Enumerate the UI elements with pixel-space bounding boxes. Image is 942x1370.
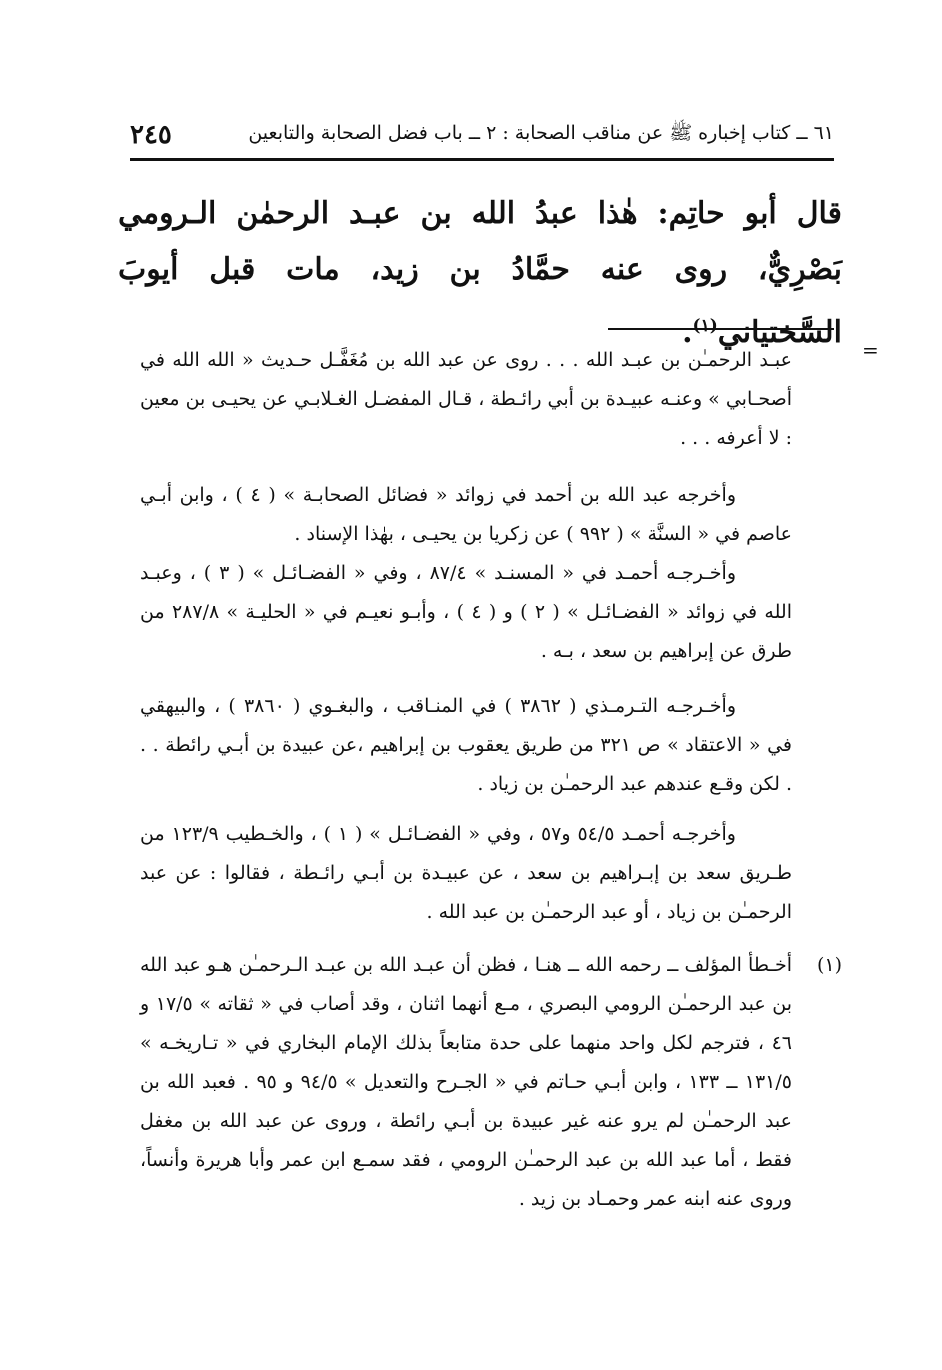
running-header-title: ٦١ ــ كتاب إخباره ﷺ عن مناقب الصحابة : ٢ ــ باب فضل الصحابة والتابعين	[248, 122, 834, 144]
footnote-paragraph: وأخـرجـه أحمـد في « المسنـد » ٨٧/٤ ، وفي « الفضـائـل » ( ٣ ) ، وعبـد الله في زوائد « الفضـائـل » ( ٢ ) و ( ٤ ) ، وأبـو نعيـم في « الحليـة » ٢٨٧/٨ من طرق عن إبراهيم بن سعد ، بـه .	[140, 562, 792, 662]
footnote-paragraph: عبـد الرحمـٰن بن عبـد الله . . . روى عن عبد الله بن مُغَفَّـل حـديث « الله الله في أصحـابي » وعنـه عبيـدة بن أبي رائـطة ، قـال المفضـل الغـلابـي عن يحيـى بن معين : لا أعرفه . . .	[140, 349, 792, 449]
footnote-reference: (١)	[692, 316, 718, 336]
continuation-mark: =	[862, 338, 879, 362]
footnote-continued-paragraph	[140, 687, 792, 804]
footnote-continued-paragraph	[140, 815, 792, 932]
footnote-1-number: (١)	[816, 954, 842, 976]
footnote-separator	[608, 328, 834, 330]
header-rule	[130, 158, 834, 161]
footnote-continued-paragraph	[140, 341, 792, 458]
running-header	[130, 118, 834, 152]
footnote-1-text: أخـطأ المؤلف ــ رحمه الله ــ هنـا ، فظن أن عبـد الله بن عبـد الـرحمـٰن هـو عبد الله بن عبد الرحمـٰن الرومي البصري ، مـع أنهما اثنان ، وقد أصاب في « ثقاته » ١٧/٥ و ٤٦ ، فترجم لكل واحد منهما على حدة متابعاً بذلك الإمام البخاري في « تـاريخـه » ١٣١/٥ ــ ١٣٣ ، وابن أبـي حـاتم في « الجـرح والتعديل » ٩٤/٥ و ٩٥ . فعبد الله بن عبد الرحمـٰن لم يرو عنه غير عبيدة بن أبـي رائطة ، وروى عن عبد الله بن مغفل فقط ، أما عبد الله بن عبد الرحمـٰن الرومي ، فقد سمـع ابن عمر وأبا هريرة وأنساً، وروى عنه ابنه عمر وحمـاد بن زيد .	[140, 954, 792, 1210]
main-text-end-mark: .	[682, 315, 693, 350]
page-number: ٢٤٥	[130, 120, 172, 150]
main-text	[118, 186, 842, 361]
footnote-1	[140, 946, 842, 1219]
footnote-continued-paragraph	[140, 476, 792, 671]
footnote-paragraph: وأخرجـه أحمـد ٥٤/٥ و٥٧ ، وفي « الفضـائـل » ( ١ ) ، والخـطيب ١٢٣/٩ من طـريق سعد بن إبـراهيم بن سعد ، عن عبيـدة بن أبـي رائـطة ، فقالوا : عن عبد الرحمـٰن بن زياد ، أو عبد الرحمـٰن بن عبد الله .	[140, 823, 792, 923]
main-text-body: قال أبو حاتِم: هٰذا عبدُ الله بن عبـد الرحمٰن الـرومي بَصْرِيٌّ، روى عنه حمَّادُ بن زيد، مات قبل أيوبَ السَّختياني	[118, 196, 843, 350]
footnote-paragraph: وأخـرجـه التـرمـذي ( ٣٨٦٢ ) في المنـاقب ، والبغـوي ( ٣٨٦٠ ) ، والبيهقي في « الاعتقاد » ص ٣٢١ من طريق يعقوب بن إبراهيم ،عن عبيدة بن أبـي رائطة . . . لكن وقـع عندهم عبد الرحمـٰن بن زياد .	[140, 695, 792, 795]
footnote-paragraph: وأخرجه عبد الله بن أحمد في زوائد « فضائل الصحابـة » ( ٤ ) ، وابن أبـي عاصم في « السنَّة » ( ٩٩٢ ) عن زكريا بن يحيـى ، بهٰذا الإسناد .	[140, 484, 792, 545]
